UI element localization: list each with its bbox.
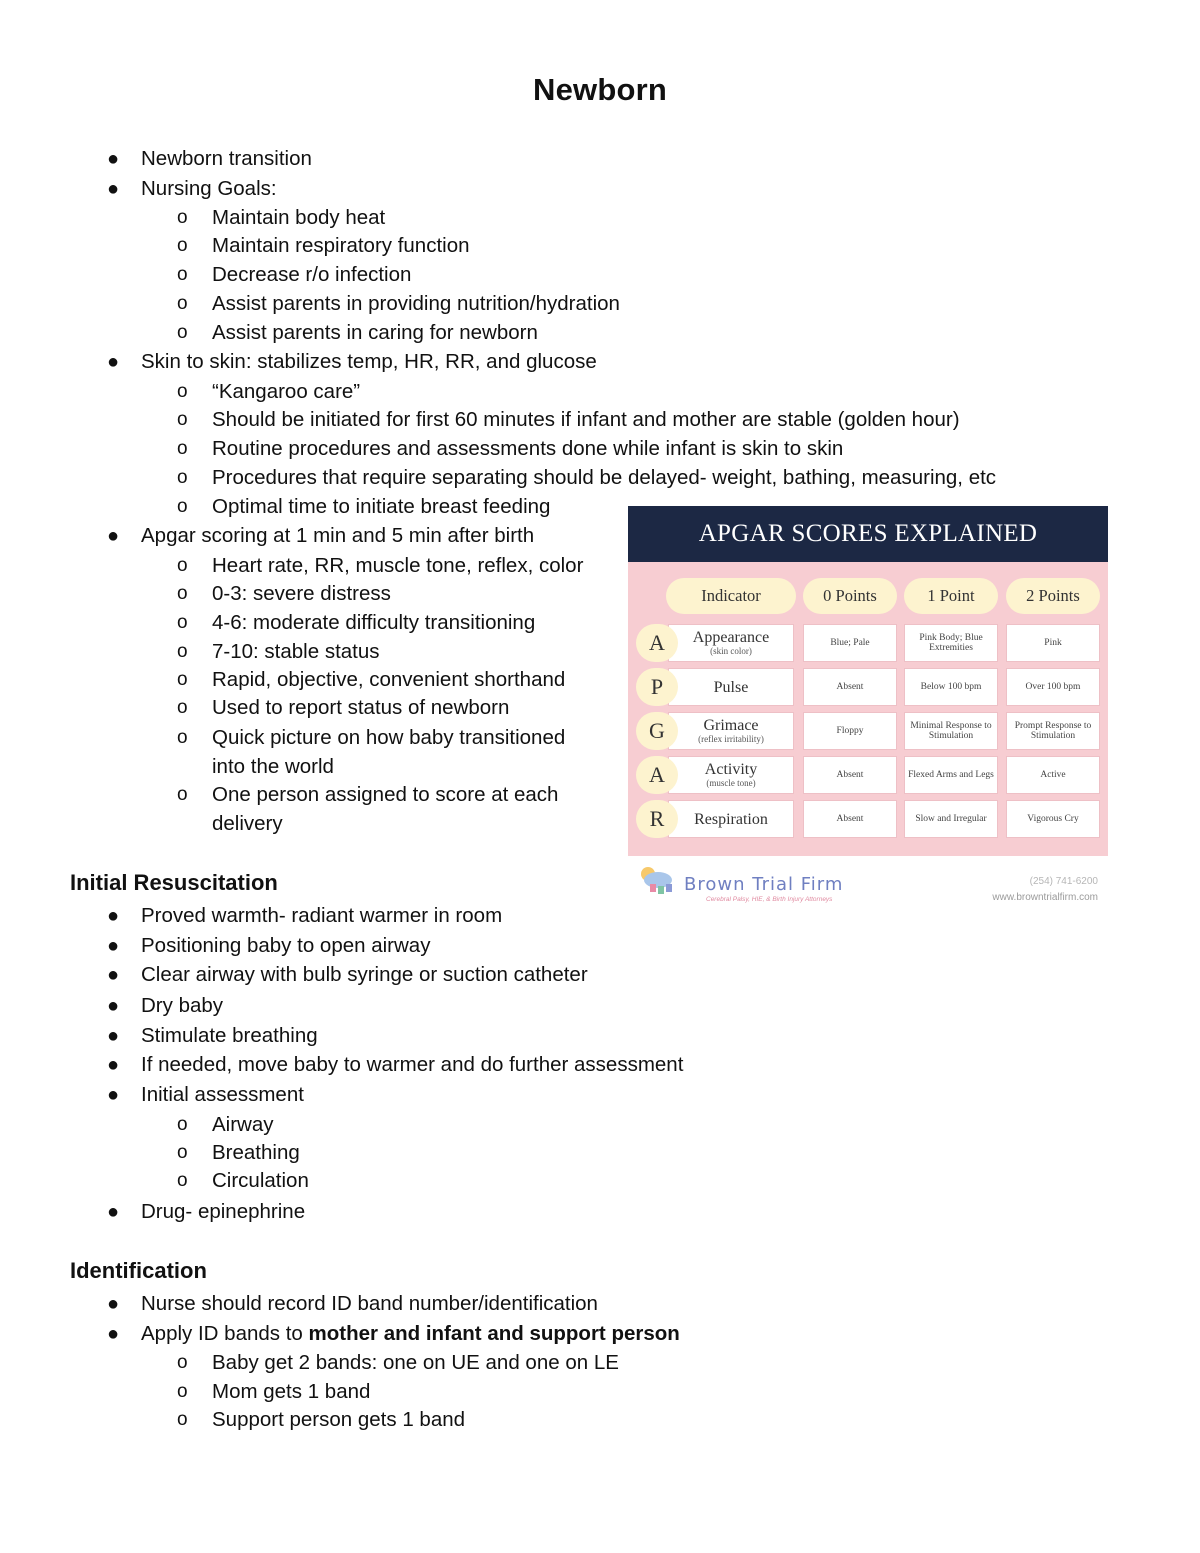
circle-bullet-icon: o bbox=[177, 496, 188, 517]
list-item-text: “Kangaroo care” bbox=[212, 380, 361, 403]
bullet-icon: ● bbox=[107, 995, 120, 1017]
list-item-text: Assist parents in caring for newborn bbox=[212, 321, 538, 344]
cell-2-points: Vigorous Cry bbox=[1006, 800, 1100, 838]
bullet-icon: ● bbox=[107, 1323, 120, 1345]
list-item-bold-text: mother and infant and support person bbox=[308, 1322, 680, 1345]
sub-list-item bbox=[177, 609, 536, 638]
circle-bullet-icon: o bbox=[177, 409, 188, 430]
list-item-text: One person assigned to score at each delivery bbox=[212, 783, 559, 835]
indicator-name: Appearance bbox=[692, 629, 770, 646]
list-item-text: 7-10: stable status bbox=[212, 640, 380, 663]
list-item bbox=[107, 961, 588, 990]
sub-list-item bbox=[177, 464, 997, 493]
list-item-text: Baby get 2 bands: one on UE and one on LE bbox=[212, 1351, 619, 1374]
cell-2-points: Pink bbox=[1006, 624, 1100, 662]
sub-list-item bbox=[177, 1349, 619, 1378]
cell-1-point: Minimal Response to Stimulation bbox=[904, 712, 998, 750]
cell-0-points: Absent bbox=[803, 800, 897, 838]
circle-bullet-icon: o bbox=[177, 467, 188, 488]
sub-list-item bbox=[177, 638, 380, 667]
cell-0-points: Blue; Pale bbox=[803, 624, 897, 662]
apgar-banner: APGAR SCORES EXPLAINED bbox=[628, 506, 1108, 562]
list-item-text: Mom gets 1 band bbox=[212, 1380, 371, 1403]
list-item bbox=[107, 1081, 304, 1110]
list-item-text: Airway bbox=[212, 1113, 274, 1136]
bullet-icon: ● bbox=[107, 1201, 120, 1223]
sub-list-item bbox=[177, 1139, 300, 1168]
circle-bullet-icon: o bbox=[177, 1381, 188, 1402]
list-item-text: Initial assessment bbox=[141, 1083, 304, 1106]
circle-bullet-icon: o bbox=[177, 583, 188, 604]
list-item-text: Rapid, objective, convenient shorthand bbox=[212, 668, 566, 691]
cell-1-point: Below 100 bpm bbox=[904, 668, 998, 706]
apgar-scores-image bbox=[628, 506, 1108, 906]
bullet-icon: ● bbox=[107, 1054, 120, 1076]
indicator-name: Activity bbox=[704, 761, 758, 778]
bullet-icon: ● bbox=[107, 178, 120, 200]
bullet-icon: ● bbox=[107, 905, 120, 927]
row-letter: A bbox=[636, 624, 678, 662]
cell-1-point: Pink Body; Blue Extremities bbox=[904, 624, 998, 662]
circle-bullet-icon: o bbox=[177, 1170, 188, 1191]
row-letter: P bbox=[636, 668, 678, 706]
cell-2-points: Over 100 bpm bbox=[1006, 668, 1100, 706]
list-item-text: Skin to skin: stabilizes temp, HR, RR, and glucose bbox=[141, 350, 597, 373]
header-indicator: Indicator bbox=[666, 578, 796, 614]
sub-list-item bbox=[177, 493, 551, 522]
bullet-icon: ● bbox=[107, 964, 120, 986]
list-item-text: Apply ID bands to bbox=[141, 1322, 309, 1345]
sub-list-item bbox=[177, 1378, 371, 1407]
circle-bullet-icon: o bbox=[177, 1409, 188, 1430]
circle-bullet-icon: o bbox=[177, 322, 188, 343]
indicator-name: Grimace bbox=[703, 717, 759, 734]
list-item bbox=[107, 1290, 598, 1319]
list-item-text: Decrease r/o infection bbox=[212, 263, 412, 286]
list-item-text: Stimulate breathing bbox=[141, 1024, 318, 1047]
row-grimace-indicator bbox=[668, 712, 794, 750]
row-respiration-indicator bbox=[668, 800, 794, 838]
section-heading-identification: Identification bbox=[70, 1258, 207, 1283]
list-item-text: Should be initiated for first 60 minutes if infant and mother are stable (golden hour) bbox=[212, 408, 960, 431]
sub-list-item bbox=[177, 580, 391, 609]
list-item bbox=[107, 1022, 318, 1051]
header-2-points: 2 Points bbox=[1006, 578, 1100, 614]
list-item bbox=[107, 522, 535, 551]
circle-bullet-icon: o bbox=[177, 264, 188, 285]
circle-bullet-icon: o bbox=[177, 641, 188, 662]
sub-list-item bbox=[177, 781, 582, 838]
indicator-name: Respiration bbox=[694, 810, 768, 828]
row-letter: R bbox=[636, 800, 678, 838]
bullet-icon: ● bbox=[107, 148, 120, 170]
row-letter: G bbox=[636, 712, 678, 750]
apgar-table bbox=[628, 562, 1108, 856]
sub-list-item bbox=[177, 552, 584, 581]
sub-list-item bbox=[177, 204, 386, 233]
circle-bullet-icon: o bbox=[177, 1352, 188, 1373]
circle-bullet-icon: o bbox=[177, 784, 188, 805]
row-letter: A bbox=[636, 756, 678, 794]
row-appearance-indicator bbox=[668, 624, 794, 662]
indicator-sub: (reflex irritability) bbox=[698, 734, 764, 744]
list-item-text: Routine procedures and assessments done while infant is skin to skin bbox=[212, 437, 844, 460]
circle-bullet-icon: o bbox=[177, 1142, 188, 1163]
list-item-text: Clear airway with bulb syringe or suction catheter bbox=[141, 963, 588, 986]
list-item-text: Apgar scoring at 1 min and 5 min after birth bbox=[141, 524, 535, 547]
list-item-text: 0-3: severe distress bbox=[212, 582, 391, 605]
cell-0-points: Absent bbox=[803, 756, 897, 794]
sub-list-item bbox=[177, 261, 412, 290]
circle-bullet-icon: o bbox=[177, 381, 188, 402]
list-item bbox=[107, 902, 503, 931]
bullet-icon: ● bbox=[107, 935, 120, 957]
list-item-text: Positioning baby to open airway bbox=[141, 934, 431, 957]
indicator-sub: (muscle tone) bbox=[706, 778, 756, 788]
sub-list-item bbox=[177, 319, 538, 348]
sub-list-item bbox=[177, 435, 844, 464]
brand-tagline: Cerebral Palsy, HIE, & Birth Injury Attorneys bbox=[706, 896, 833, 903]
sub-list-item bbox=[177, 378, 361, 407]
sub-list-item bbox=[177, 694, 510, 723]
list-item bbox=[107, 175, 277, 204]
list-item bbox=[107, 992, 224, 1021]
circle-bullet-icon: o bbox=[177, 669, 188, 690]
list-item bbox=[107, 1051, 684, 1080]
list-item-text: Nursing Goals: bbox=[141, 177, 277, 200]
brand-name: Brown Trial Firm bbox=[684, 874, 844, 895]
circle-bullet-icon: o bbox=[177, 555, 188, 576]
circle-bullet-icon: o bbox=[177, 207, 188, 228]
list-item-text: Used to report status of newborn bbox=[212, 696, 510, 719]
sub-list-item bbox=[177, 724, 602, 781]
brand-logo-icon bbox=[636, 864, 680, 900]
circle-bullet-icon: o bbox=[177, 727, 188, 748]
section-heading-initial-resuscitation: Initial Resuscitation bbox=[70, 870, 278, 895]
sub-list-item bbox=[177, 406, 960, 435]
page-title: Newborn bbox=[532, 72, 667, 107]
row-activity-indicator bbox=[668, 756, 794, 794]
apgar-footer bbox=[628, 856, 1108, 906]
circle-bullet-icon: o bbox=[177, 612, 188, 633]
bullet-icon: ● bbox=[107, 525, 120, 547]
bullet-icon: ● bbox=[107, 1293, 120, 1315]
list-item-text: Proved warmth- radiant warmer in room bbox=[141, 904, 503, 927]
list-item-text: Quick picture on how baby transitioned into the world bbox=[212, 726, 566, 778]
sub-list-item bbox=[177, 1111, 274, 1140]
circle-bullet-icon: o bbox=[177, 293, 188, 314]
list-item-text: Maintain body heat bbox=[212, 206, 386, 229]
list-item bbox=[107, 1320, 680, 1349]
circle-bullet-icon: o bbox=[177, 438, 188, 459]
list-item-text: Circulation bbox=[212, 1169, 309, 1192]
list-item-text: Optimal time to initiate breast feeding bbox=[212, 495, 551, 518]
cell-1-point: Flexed Arms and Legs bbox=[904, 756, 998, 794]
list-item-text: If needed, move baby to warmer and do further assessment bbox=[141, 1053, 684, 1076]
list-item bbox=[107, 145, 312, 174]
list-item-text: 4-6: moderate difficulty transitioning bbox=[212, 611, 536, 634]
list-item-text: Support person gets 1 band bbox=[212, 1408, 466, 1431]
list-item-text: Newborn transition bbox=[141, 147, 312, 170]
list-item-text: Maintain respiratory function bbox=[212, 234, 470, 257]
header-1-point: 1 Point bbox=[904, 578, 998, 614]
cell-2-points: Active bbox=[1006, 756, 1100, 794]
brand-website: www.browntrialfirm.com bbox=[992, 892, 1098, 903]
list-item-text: Heart rate, RR, muscle tone, reflex, color bbox=[212, 554, 584, 577]
circle-bullet-icon: o bbox=[177, 1114, 188, 1135]
cell-2-points: Prompt Response to Stimulation bbox=[1006, 712, 1100, 750]
list-item-text: Procedures that require separating should be delayed- weight, bathing, measuring, etc bbox=[212, 466, 997, 489]
indicator-sub: (skin color) bbox=[710, 646, 752, 656]
list-item-text: Breathing bbox=[212, 1141, 300, 1164]
cell-0-points: Absent bbox=[803, 668, 897, 706]
indicator-name: Pulse bbox=[713, 678, 749, 696]
list-item-text: Nurse should record ID band number/identification bbox=[141, 1292, 598, 1315]
list-item-text: Assist parents in providing nutrition/hydration bbox=[212, 292, 620, 315]
circle-bullet-icon: o bbox=[177, 235, 188, 256]
sub-list-item bbox=[177, 1406, 466, 1435]
bullet-icon: ● bbox=[107, 351, 120, 373]
circle-bullet-icon: o bbox=[177, 697, 188, 718]
list-item bbox=[107, 1198, 306, 1227]
brand-phone: (254) 741-6200 bbox=[1029, 876, 1098, 887]
cell-0-points: Floppy bbox=[803, 712, 897, 750]
list-item bbox=[107, 348, 597, 377]
sub-list-item bbox=[177, 666, 566, 695]
sub-list-item bbox=[177, 290, 620, 319]
bullet-icon: ● bbox=[107, 1025, 120, 1047]
row-pulse-indicator bbox=[668, 668, 794, 706]
list-item-text: Dry baby bbox=[141, 994, 224, 1017]
list-item-text: Drug- epinephrine bbox=[141, 1200, 306, 1223]
cell-1-point: Slow and Irregular bbox=[904, 800, 998, 838]
sub-list-item bbox=[177, 1167, 309, 1196]
list-item bbox=[107, 932, 431, 961]
sub-list-item bbox=[177, 232, 470, 261]
header-0-points: 0 Points bbox=[803, 578, 897, 614]
bullet-icon: ● bbox=[107, 1084, 120, 1106]
